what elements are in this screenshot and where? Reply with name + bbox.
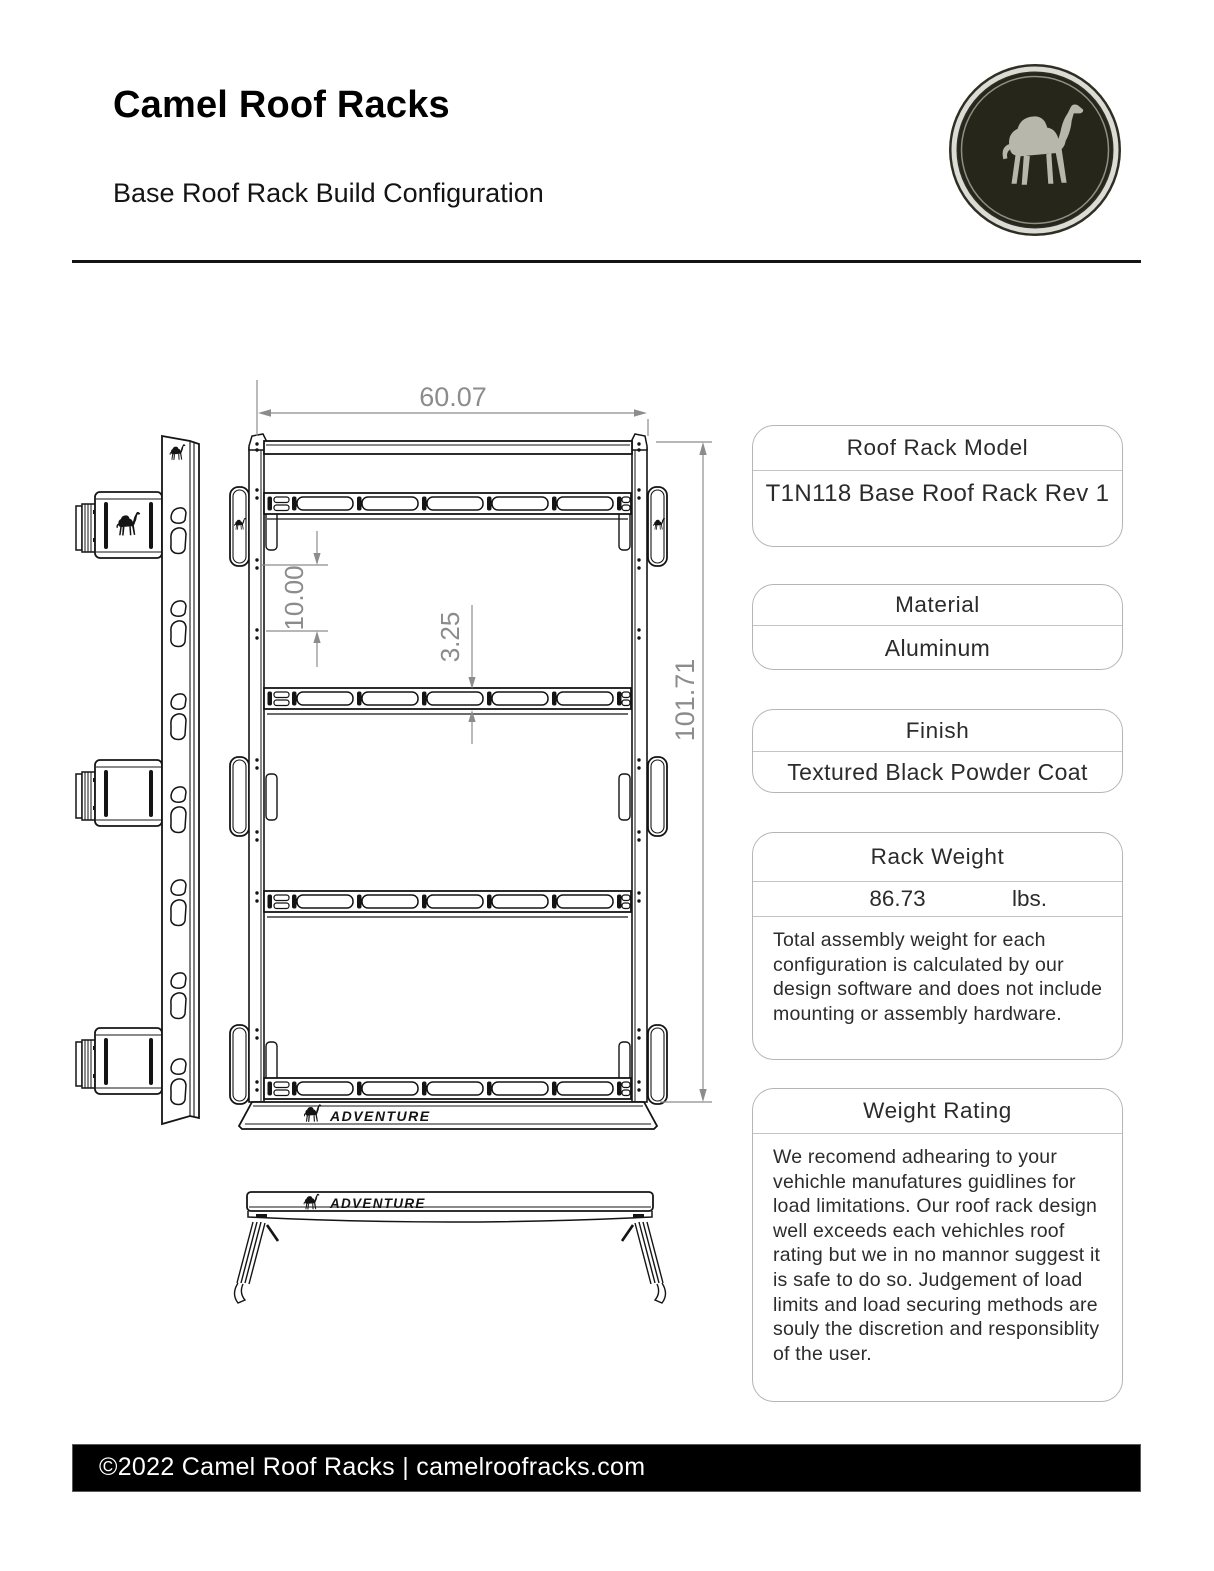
panel-roof-rack-model [752,425,1123,547]
footer-text: ©2022 Camel Roof Racks | camelroofracks.com [99,1453,646,1481]
weight-value-row [753,882,1122,917]
panel-weight-rating [752,1088,1123,1402]
front-view-drawing [235,1192,666,1303]
panel-value: Textured Black Powder Coat [787,759,1088,785]
top-view-drawing [230,434,667,1129]
front-right-leg [622,1222,666,1303]
side-view-drawing [76,436,199,1124]
technical-drawing [60,372,720,1322]
dimension-spacing-label: 10.00 [279,565,309,631]
panel-value: T1N118 Base Roof Rack Rev 1 [765,480,1110,507]
footer-bar [72,1444,1141,1492]
panel-title: Weight Rating [753,1089,1122,1134]
dimension-length-label: 101.71 [670,658,700,742]
page-title: Camel Roof Racks [113,84,450,126]
panel-title: Roof Rack Model [753,426,1122,471]
panel-material [752,584,1123,670]
panel-rack-weight [752,832,1123,1060]
header-divider [72,260,1141,263]
dimension-crossbar-label: 3.25 [435,611,465,663]
panel-value: Aluminum [884,634,991,661]
page-subtitle: Base Roof Rack Build Configuration [113,178,544,208]
rail-rivet-dots [255,442,640,1091]
weight-unit: lbs. [1012,886,1048,911]
front-left-leg [235,1222,279,1303]
panel-title: Rack Weight [753,833,1122,882]
panel-title: Finish [753,710,1122,752]
dimension-width-label: 60.07 [419,382,487,412]
panel-title: Material [753,585,1122,626]
front-brand-label: ADVENTURE [330,1196,426,1211]
fairing-brand-label: ADVENTURE [330,1108,431,1124]
camel-logo-icon [947,62,1123,238]
weight-note: Total assembly weight for each configuration is calculated by our design software and does not include mounting or assembly hardware. [773,929,1103,1025]
rating-note: We recomend adhearing to your vehichle manufatures guidlines for load limitations. Our roof rack design well exceeds each vehichles roof rating but we in no mannor suggest it is safe to do so. Judgement of load limits and load securing methods are souly the discretion and responsiblity of the user. [773,1146,1101,1365]
panel-finish [752,709,1123,793]
weight-value: 86.73 [869,886,926,911]
